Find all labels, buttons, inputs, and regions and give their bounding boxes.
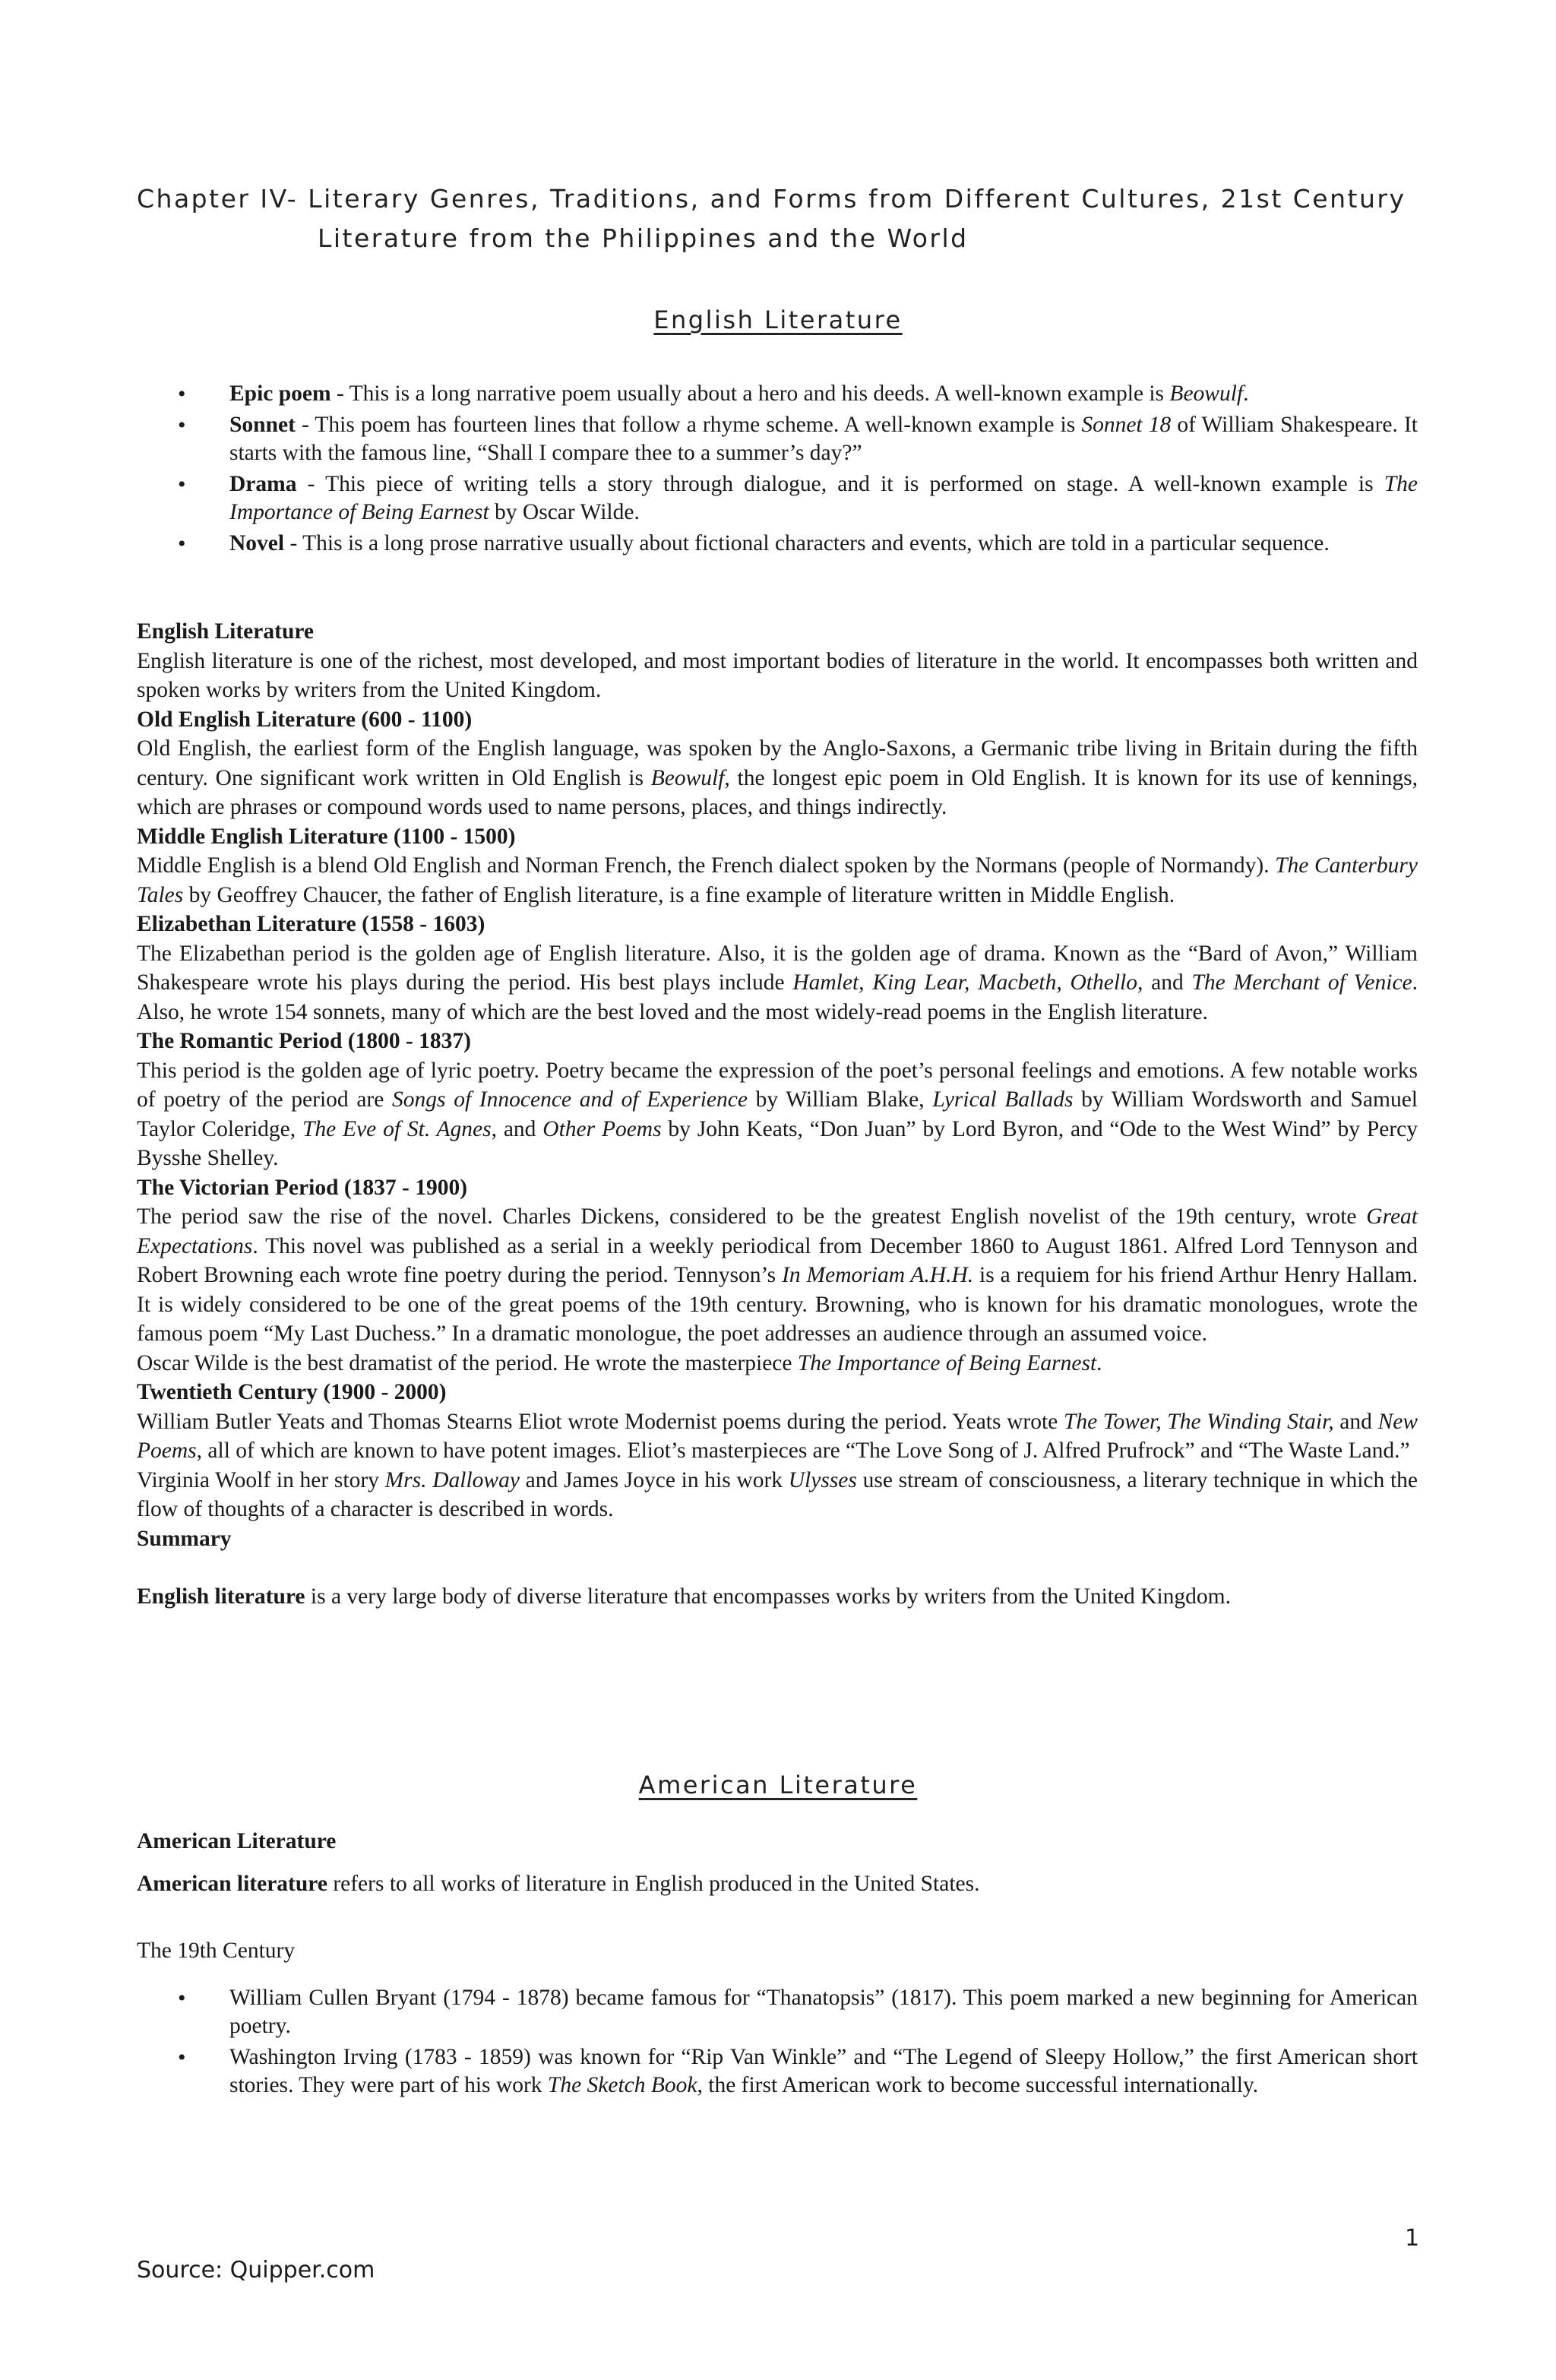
- section-heading: Summary: [137, 1526, 232, 1551]
- list-item: • Epic poem - This is a long narrative poem usually about a hero and his deeds. A well-known example is Beowulf.: [137, 380, 1418, 408]
- paragraph: American literature refers to all works of literature in English produced in the United States.: [137, 1872, 980, 1896]
- list-item: • Washington Irving (1783 - 1859) was known for “Rip Van Winkle” and “The Legend of Sleepy Hollow,” the first American short stories. They were part of his work The Sketch Book, the first American work to become successful internationally.: [137, 2043, 1418, 2100]
- american-19th-century-list: [137, 1984, 1418, 2103]
- source-credit: Source: Quipper.com: [137, 2257, 375, 2283]
- list-item: • Novel - This is a long prose narrative usually about fictional characters and events, which are told in a particular sequence.: [137, 530, 1418, 558]
- paragraph: Middle English is a blend Old English and Norman French, the French dialect spoken by the Normans (people of Normandy). The Canterbury Tales by Geoffrey Chaucer, the father of English literature, is a fine example of literature written in Middle English.: [137, 853, 1418, 907]
- paragraph: English literature is one of the richest, most developed, and most important bodies of literature in the world. It encompasses both written and spoken works by writers from the United Kingdom.: [137, 648, 1418, 702]
- section-heading: Twentieth Century (1900 - 2000): [137, 1380, 447, 1404]
- list-item: • Drama - This piece of writing tells a story through dialogue, and it is performed on stage. A well-known example is The Importance of Being Earnest by Oscar Wilde.: [137, 470, 1418, 527]
- section-heading: The Romantic Period (1800 - 1837): [137, 1029, 471, 1053]
- section-heading: Middle English Literature (1100 - 1500): [137, 824, 516, 849]
- century-label: The 19th Century: [137, 1938, 296, 1963]
- chapter-title-line-1: Chapter IV- Literary Genres, Traditions, and Forms from Different Cultures, 21st Century: [137, 184, 1406, 214]
- section-heading: The Victorian Period (1837 - 1900): [137, 1175, 468, 1200]
- summary-paragraph: English literature is a very large body of diverse literature that encompasses works by writers from the United Kingdom.: [137, 1584, 1232, 1609]
- genre-list: [137, 380, 1418, 561]
- list-item: • Sonnet - This poem has fourteen lines that follow a rhyme scheme. A well-known example is Sonnet 18 of William Shakespeare. It starts with the famous line, “Shall I compare thee to a summer’s day?”: [137, 411, 1418, 467]
- chapter-title: [137, 179, 1444, 258]
- paragraph: The period saw the rise of the novel. Charles Dickens, considered to be the greatest English novelist of the 19th century, wrote Great Expectations. This novel was published as a serial in a weekly periodical from December 1860 to August 1861. Alfred Lord Tennyson and Robert Browning each wrote fine poetry during the period. Tennyson’s In Memoriam A.H.H. is a requiem for his friend Arthur Henry Hallam. It is widely considered to be one of the great poems of the 19th century. Browning, who is known for his dramatic monologues, wrote the famous poem “My Last Duchess.” In a dramatic monologue, the poet addresses an audience through an assumed voice.: [137, 1204, 1418, 1346]
- paragraph: The Elizabethan period is the golden age of English literature. Also, it is the golden age of drama. Known as the “Bard of Avon,” William Shakespeare wrote his plays during the period. His best plays include Hamlet, King Lear, Macbeth, Othello, and The Merchant of Venice. Also, he wrote 154 sonnets, many of which are the best loved and the most widely-read poems in the English literature.: [137, 941, 1418, 1024]
- list-item: • William Cullen Bryant (1794 - 1878) became famous for “Thanatopsis” (1817). This poem marked a new beginning for American poetry.: [137, 1984, 1418, 2040]
- american-literature-heading: American Literature: [638, 1771, 918, 1799]
- section-heading: Old English Literature (600 - 1100): [137, 707, 473, 732]
- paragraph: Oscar Wilde is the best dramatist of the period. He wrote the masterpiece The Importance of Being Earnest.: [137, 1350, 1102, 1375]
- american-literature-body: [137, 1827, 1418, 1965]
- chapter-title-line-2: Literature from the Philippines and the World: [318, 223, 969, 253]
- paragraph: Virginia Woolf in her story Mrs. Dalloway and James Joyce in his work Ulysses use stream of consciousness, a literary technique in which the flow of thoughts of a character is described in words.: [137, 1467, 1418, 1521]
- section-heading: Elizabethan Literature (1558 - 1603): [137, 912, 485, 936]
- page-number: 1: [1405, 2225, 1420, 2252]
- paragraph: Old English, the earliest form of the English language, was spoken by the Anglo-Saxons, a Germanic tribe living in Britain during the fifth century. One significant work written in Old English is Beowulf, the longest epic poem in Old English. It is known for its use of kennings, which are phrases or compound words used to name persons, places, and things indirectly.: [137, 736, 1418, 819]
- section-heading: English Literature: [137, 619, 315, 644]
- english-literature-body: [137, 617, 1418, 1612]
- paragraph: William Butler Yeats and Thomas Stearns Eliot wrote Modernist poems during the period. Yeats wrote The Tower, The Winding Stair, and New Poems, all of which are known to have potent images. Eliot’s masterpieces are “The Love Song of J. Alfred Prufrock” and “The Waste Land.”: [137, 1409, 1418, 1463]
- english-literature-heading: English Literature: [653, 305, 903, 334]
- section-heading: American Literature: [137, 1829, 337, 1853]
- paragraph: This period is the golden age of lyric poetry. Poetry became the expression of the poet’s personal feelings and emotions. A few notable works of poetry of the period are Songs of Innocence and of Experience by William Blake, Lyrical Ballads by William Wordsworth and Samuel Taylor Coleridge, The Eve of St. Agnes, and Other Poems by John Keats, “Don Juan” by Lord Byron, and “Ode to the West Wind” by Percy Bysshe Shelley.: [137, 1058, 1418, 1170]
